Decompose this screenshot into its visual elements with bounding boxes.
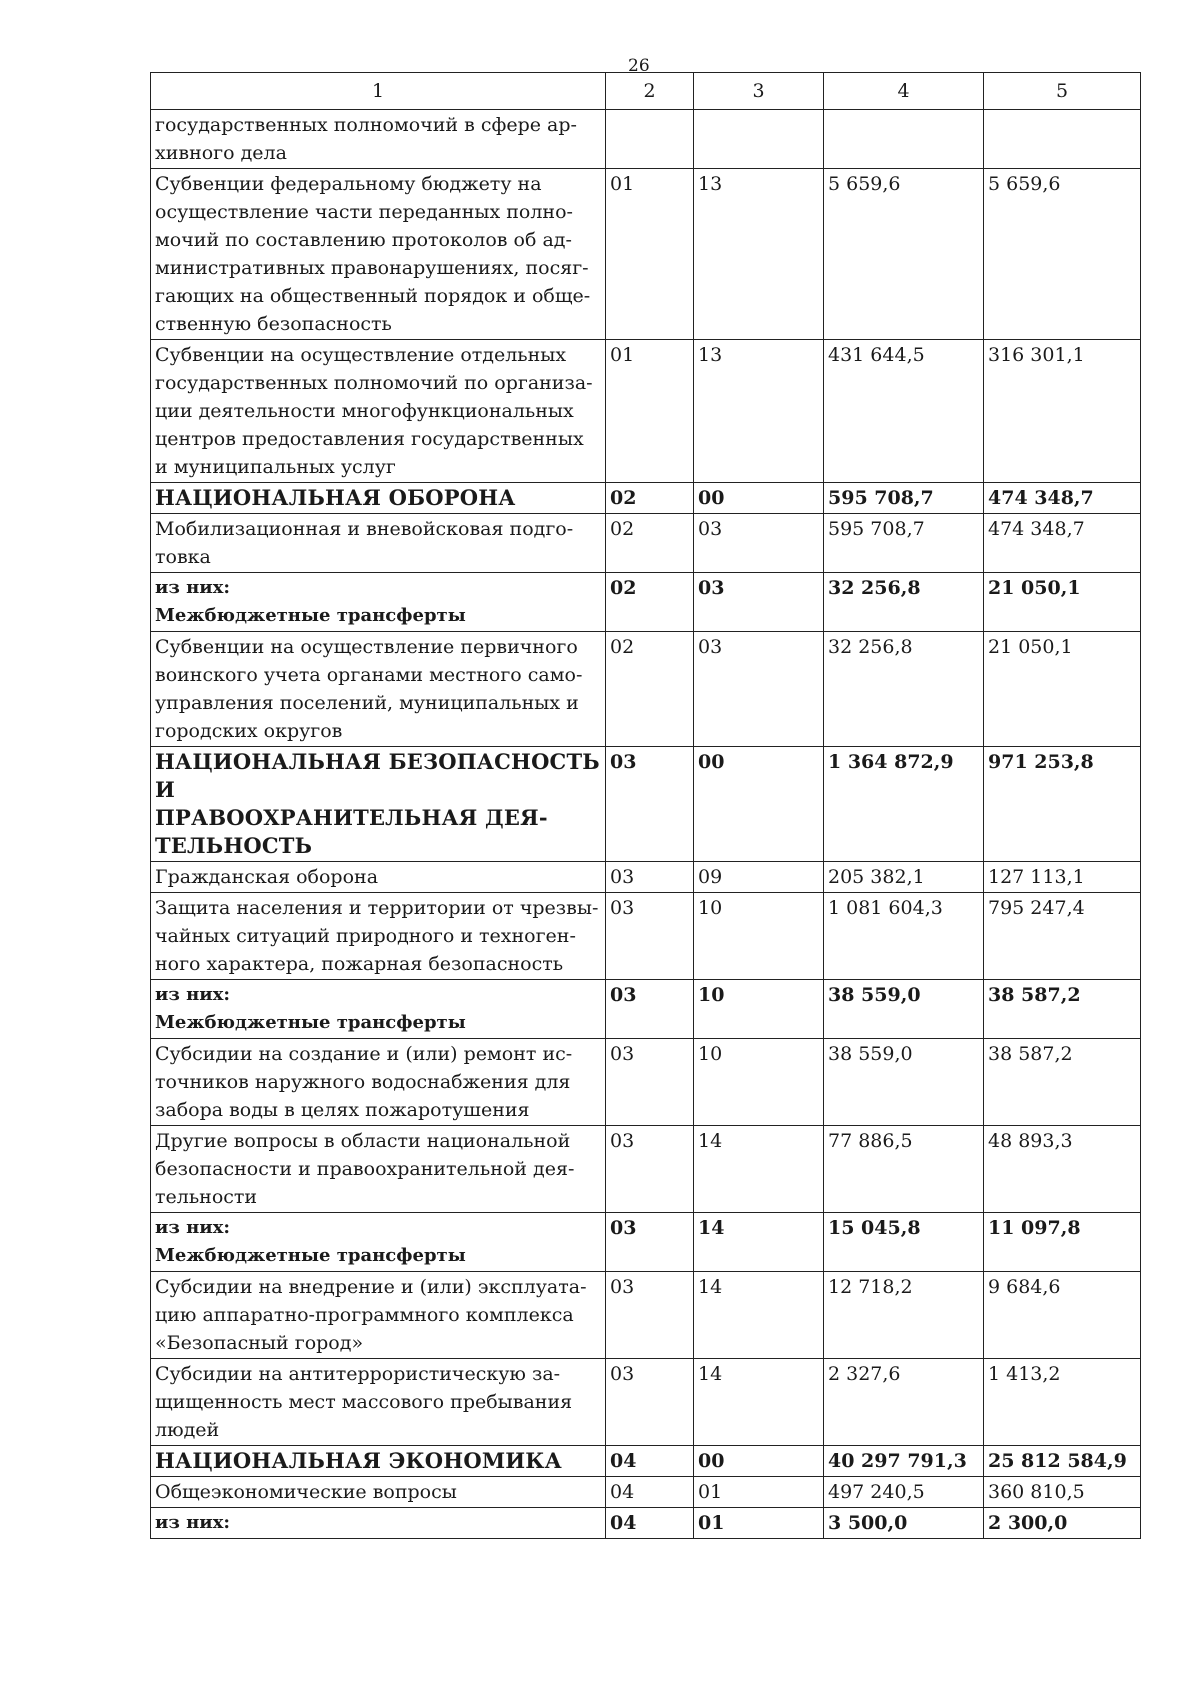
section-code: 02 [606, 632, 694, 747]
row-label-line: министративных правонарушениях, посяг- [155, 257, 589, 279]
amount-col-4: 3 500,0 [824, 1508, 984, 1539]
table-body [151, 110, 1141, 1539]
header-col-5: 5 [984, 73, 1141, 110]
row-label [151, 1272, 606, 1359]
table-row [151, 1126, 1141, 1213]
amount-col-4: 32 256,8 [824, 632, 984, 747]
amount-col-5: 38 587,2 [984, 1039, 1141, 1126]
amount-col-5: 127 113,1 [984, 862, 1141, 893]
amount-col-4: 38 559,0 [824, 1039, 984, 1126]
row-label-line: щищенность мест массового пребывания [155, 1391, 573, 1413]
amount-col-5 [984, 110, 1141, 169]
amount-col-5: 474 348,7 [984, 483, 1141, 514]
amount-col-4: 497 240,5 [824, 1477, 984, 1508]
row-label-line: из них: [155, 984, 231, 1005]
row-label-line: ного характера, пожарная безопасность [155, 953, 564, 975]
table-row [151, 340, 1141, 483]
row-label [151, 632, 606, 747]
amount-col-5: 360 810,5 [984, 1477, 1141, 1508]
subsection-code: 00 [694, 747, 824, 862]
table-row [151, 1477, 1141, 1508]
row-label-line: ПРАВООХРАНИТЕЛЬНАЯ ДЕЯ- [155, 805, 548, 830]
amount-col-5: 795 247,4 [984, 893, 1141, 980]
section-code: 04 [606, 1477, 694, 1508]
row-label-line: государственных полномочий в сфере ар- [155, 114, 577, 136]
row-label-line: безопасности и правоохранительной дея- [155, 1158, 575, 1180]
section-code: 03 [606, 1213, 694, 1272]
table-row [151, 1508, 1141, 1539]
table-row [151, 1272, 1141, 1359]
amount-col-5: 21 050,1 [984, 632, 1141, 747]
subsection-code [694, 110, 824, 169]
section-code [606, 110, 694, 169]
amount-col-4: 595 708,7 [824, 483, 984, 514]
row-label [151, 110, 606, 169]
row-label-line: осуществление части переданных полно- [155, 201, 573, 223]
table-row [151, 1213, 1141, 1272]
row-label-line: ТЕЛЬНОСТЬ [155, 833, 313, 858]
amount-col-4: 2 327,6 [824, 1359, 984, 1446]
section-code: 03 [606, 747, 694, 862]
row-label [151, 862, 606, 893]
row-label [151, 1508, 606, 1539]
row-label-line: Субвенции федеральному бюджету на [155, 173, 542, 195]
row-label-line: товка [155, 546, 211, 568]
amount-col-5: 2 300,0 [984, 1508, 1141, 1539]
row-label-line: «Безопасный город» [155, 1332, 364, 1354]
section-code: 03 [606, 862, 694, 893]
row-label [151, 1446, 606, 1477]
row-label-line: Субсидии на внедрение и (или) эксплуата- [155, 1276, 587, 1298]
row-label-line: государственных полномочий по организа- [155, 372, 593, 394]
row-label-line: НАЦИОНАЛЬНАЯ ОБОРОНА [155, 485, 516, 510]
subsection-code: 14 [694, 1213, 824, 1272]
row-label-line: цию аппаратно-программного комплекса [155, 1304, 574, 1326]
row-label-line: центров предоставления государственных [155, 428, 584, 450]
subsection-code: 14 [694, 1126, 824, 1213]
table-row [151, 1446, 1141, 1477]
section-code: 04 [606, 1508, 694, 1539]
amount-col-4: 40 297 791,3 [824, 1446, 984, 1477]
row-label-line: Защита населения и территории от чрезвы- [155, 897, 599, 919]
amount-col-5: 38 587,2 [984, 980, 1141, 1039]
subsection-code: 14 [694, 1359, 824, 1446]
subsection-code: 13 [694, 169, 824, 340]
header-col-4: 4 [824, 73, 984, 110]
amount-col-4: 205 382,1 [824, 862, 984, 893]
row-label [151, 340, 606, 483]
row-label [151, 1126, 606, 1213]
row-label [151, 483, 606, 514]
table-row [151, 747, 1141, 862]
amount-col-4: 77 886,5 [824, 1126, 984, 1213]
table-row [151, 632, 1141, 747]
row-label [151, 893, 606, 980]
subsection-code: 09 [694, 862, 824, 893]
amount-col-4: 38 559,0 [824, 980, 984, 1039]
section-code: 03 [606, 1272, 694, 1359]
row-label [151, 980, 606, 1039]
amount-col-5: 21 050,1 [984, 573, 1141, 632]
row-label [151, 169, 606, 340]
row-label-line: НАЦИОНАЛЬНАЯ ЭКОНОМИКА [155, 1448, 562, 1473]
row-label-line: Общеэкономические вопросы [155, 1481, 457, 1503]
subsection-code: 10 [694, 1039, 824, 1126]
table-row [151, 862, 1141, 893]
amount-col-5: 316 301,1 [984, 340, 1141, 483]
amount-col-4: 15 045,8 [824, 1213, 984, 1272]
amount-col-5: 1 413,2 [984, 1359, 1141, 1446]
row-label-line: мочий по составлению протоколов об ад- [155, 229, 572, 251]
header-row [151, 73, 1141, 110]
table-row [151, 483, 1141, 514]
row-label [151, 573, 606, 632]
row-label-line: из них: [155, 1512, 231, 1533]
subsection-code: 10 [694, 893, 824, 980]
table-row [151, 1359, 1141, 1446]
section-code: 03 [606, 1359, 694, 1446]
row-label-line: Гражданская оборона [155, 866, 379, 888]
amount-col-4: 12 718,2 [824, 1272, 984, 1359]
section-code: 03 [606, 980, 694, 1039]
row-label-line: из них: [155, 1217, 231, 1238]
row-label-line: людей [155, 1419, 220, 1441]
amount-col-5: 474 348,7 [984, 514, 1141, 573]
row-label-line: и муниципальных услуг [155, 456, 396, 478]
row-label-line: Субвенции на осуществление первичного [155, 636, 578, 658]
table-row [151, 980, 1141, 1039]
table-row [151, 573, 1141, 632]
row-label [151, 1039, 606, 1126]
subsection-code: 00 [694, 1446, 824, 1477]
table-row [151, 1039, 1141, 1126]
amount-col-5: 48 893,3 [984, 1126, 1141, 1213]
row-label [151, 1477, 606, 1508]
header-col-2: 2 [606, 73, 694, 110]
section-code: 02 [606, 483, 694, 514]
section-code: 03 [606, 893, 694, 980]
subsection-code: 13 [694, 340, 824, 483]
amount-col-4: 595 708,7 [824, 514, 984, 573]
row-label-line: забора воды в целях пожаротушения [155, 1099, 530, 1121]
header-col-3: 3 [694, 73, 824, 110]
row-label-line: точников наружного водоснабжения для [155, 1071, 571, 1093]
row-label [151, 1213, 606, 1272]
amount-col-4 [824, 110, 984, 169]
row-label-line: Мобилизационная и вневойсковая подго- [155, 518, 574, 540]
row-label-line: ции деятельности многофункциональных [155, 400, 574, 422]
row-label-line: Другие вопросы в области национальной [155, 1130, 571, 1152]
row-label [151, 1359, 606, 1446]
amount-col-5: 11 097,8 [984, 1213, 1141, 1272]
row-label [151, 514, 606, 573]
row-label-line: городских округов [155, 720, 343, 742]
page-number: 26 [628, 56, 650, 76]
table-row [151, 169, 1141, 340]
row-label-line: ственную безопасность [155, 313, 392, 335]
table-row [151, 110, 1141, 169]
row-label-line: воинского учета органами местного само- [155, 664, 583, 686]
row-label-line: чайных ситуаций природного и техноген- [155, 925, 576, 947]
row-label-line: Межбюджетные трансферты [155, 1012, 466, 1033]
amount-col-4: 1 364 872,9 [824, 747, 984, 862]
row-label-line: хивного дела [155, 142, 287, 164]
table-row [151, 514, 1141, 573]
row-label-line: гающих на общественный порядок и обще- [155, 285, 591, 307]
row-label-line: из них: [155, 577, 231, 598]
amount-col-4: 1 081 604,3 [824, 893, 984, 980]
row-label-line: Субсидии на антитеррористическую за- [155, 1363, 561, 1385]
section-code: 04 [606, 1446, 694, 1477]
section-code: 01 [606, 169, 694, 340]
subsection-code: 10 [694, 980, 824, 1039]
row-label-line: тельности [155, 1186, 258, 1208]
amount-col-4: 32 256,8 [824, 573, 984, 632]
amount-col-5: 971 253,8 [984, 747, 1141, 862]
subsection-code: 03 [694, 514, 824, 573]
amount-col-4: 5 659,6 [824, 169, 984, 340]
row-label-line: Межбюджетные трансферты [155, 1245, 466, 1266]
subsection-code: 03 [694, 573, 824, 632]
section-code: 02 [606, 514, 694, 573]
subsection-code: 03 [694, 632, 824, 747]
row-label-line: НАЦИОНАЛЬНАЯ БЕЗОПАСНОСТЬ И [155, 749, 600, 802]
subsection-code: 14 [694, 1272, 824, 1359]
section-code: 03 [606, 1039, 694, 1126]
subsection-code: 00 [694, 483, 824, 514]
amount-col-5: 9 684,6 [984, 1272, 1141, 1359]
row-label-line: управления поселений, муниципальных и [155, 692, 579, 714]
section-code: 02 [606, 573, 694, 632]
section-code: 03 [606, 1126, 694, 1213]
section-code: 01 [606, 340, 694, 483]
header-col-1: 1 [151, 73, 606, 110]
subsection-code: 01 [694, 1477, 824, 1508]
row-label-line: Субвенции на осуществление отдельных [155, 344, 567, 366]
subsection-code: 01 [694, 1508, 824, 1539]
amount-col-5: 25 812 584,9 [984, 1446, 1141, 1477]
table-row [151, 893, 1141, 980]
budget-table [150, 72, 1141, 1539]
row-label-line: Межбюджетные трансферты [155, 605, 466, 626]
amount-col-4: 431 644,5 [824, 340, 984, 483]
amount-col-5: 5 659,6 [984, 169, 1141, 340]
row-label-line: Субсидии на создание и (или) ремонт ис- [155, 1043, 573, 1065]
row-label [151, 747, 606, 862]
